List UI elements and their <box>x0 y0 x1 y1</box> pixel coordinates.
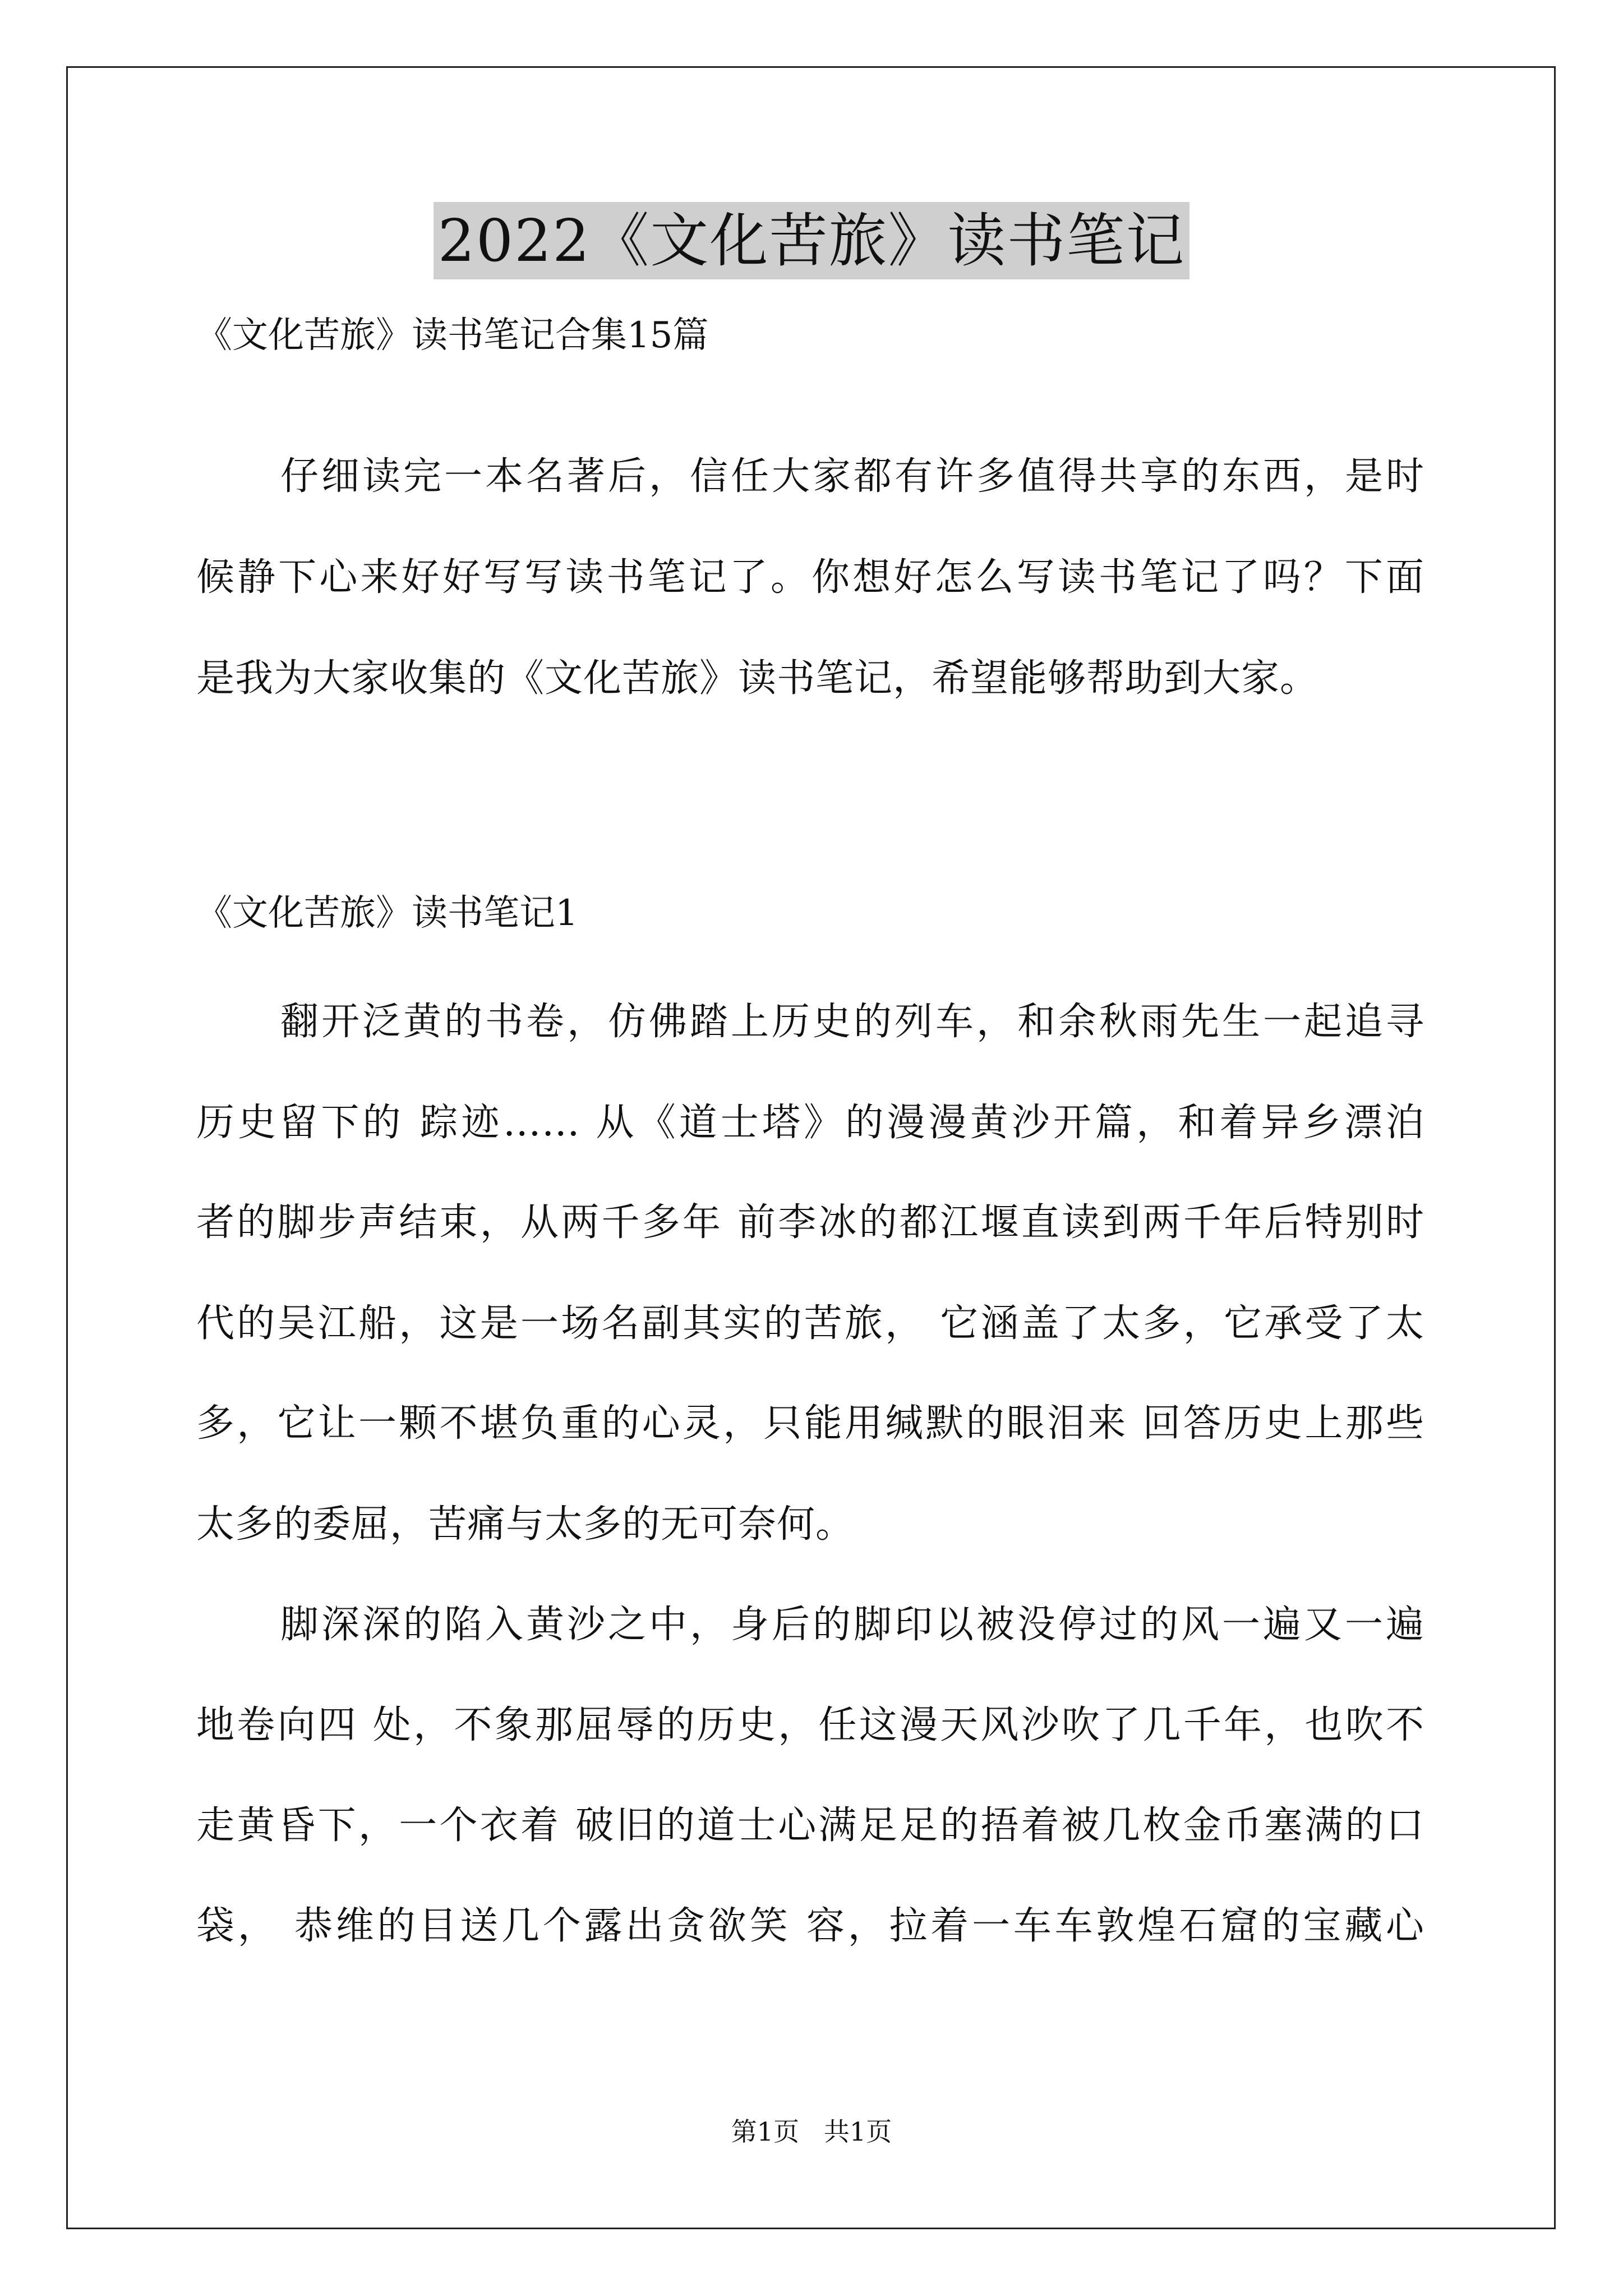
page-footer: 第1页 共1页 <box>731 2116 892 2147</box>
document-subtitle: 《文化苦旅》读书笔记合集15篇 <box>196 315 709 356</box>
paragraph1-line-3: 者的脚步声结束，从两千多年 前李冰的都江堰直读到两千年后特别时 <box>196 1200 1424 1245</box>
title-container <box>0 202 1623 279</box>
section-heading: 《文化苦旅》读书笔记1 <box>196 892 578 934</box>
paragraph2-line-4: 袋， 恭维的目送几个露出贪欲笑 容，拉着一车车敦煌石窟的宝藏心 <box>196 1904 1424 1948</box>
paragraph1-line-4: 代的吴江船，这是一场名副其实的苦旅， 它涵盖了太多，它承受了太 <box>196 1301 1424 1346</box>
paragraph1-line-6: 太多的委屈，苦痛与太多的无可奈何。 <box>196 1502 855 1547</box>
intro-line-3: 是我为大家收集的《文化苦旅》读书笔记，希望能够帮助到大家。 <box>196 656 1319 701</box>
paragraph1-line-5: 多，它让一颗不堪负重的心灵，只能用缄默的眼泪来 回答历史上那些 <box>196 1401 1424 1446</box>
paragraph2-line-3: 走黄昏下，一个衣着 破旧的道士心满足足的捂着被几枚金币塞满的口 <box>196 1803 1424 1848</box>
document-title: 2022《文化苦旅》读书笔记 <box>434 202 1190 279</box>
paragraph2-line-2: 地卷向四 处，不象那屈辱的历史，任这漫天风沙吹了几千年，也吹不 <box>196 1703 1424 1747</box>
intro-line-1: 仔细读完一本名著后，信任大家都有许多值得共享的东西，是时 <box>280 454 1424 499</box>
paragraph2-line-1: 脚深深的陷入黄沙之中，身后的脚印以被没停过的风一遍又一遍 <box>280 1603 1424 1647</box>
paragraph1-line-2: 历史留下的 踪迹…… 从《道士塔》的漫漫黄沙开篇，和着异乡漂泊 <box>196 1101 1424 1145</box>
paragraph1-line-1: 翻开泛黄的书卷，仿佛踏上历史的列车，和余秋雨先生一起追寻 <box>280 1000 1424 1044</box>
intro-line-2: 候静下心来好好写写读书笔记了。你想好怎么写读书笔记了吗？下面 <box>196 555 1424 600</box>
